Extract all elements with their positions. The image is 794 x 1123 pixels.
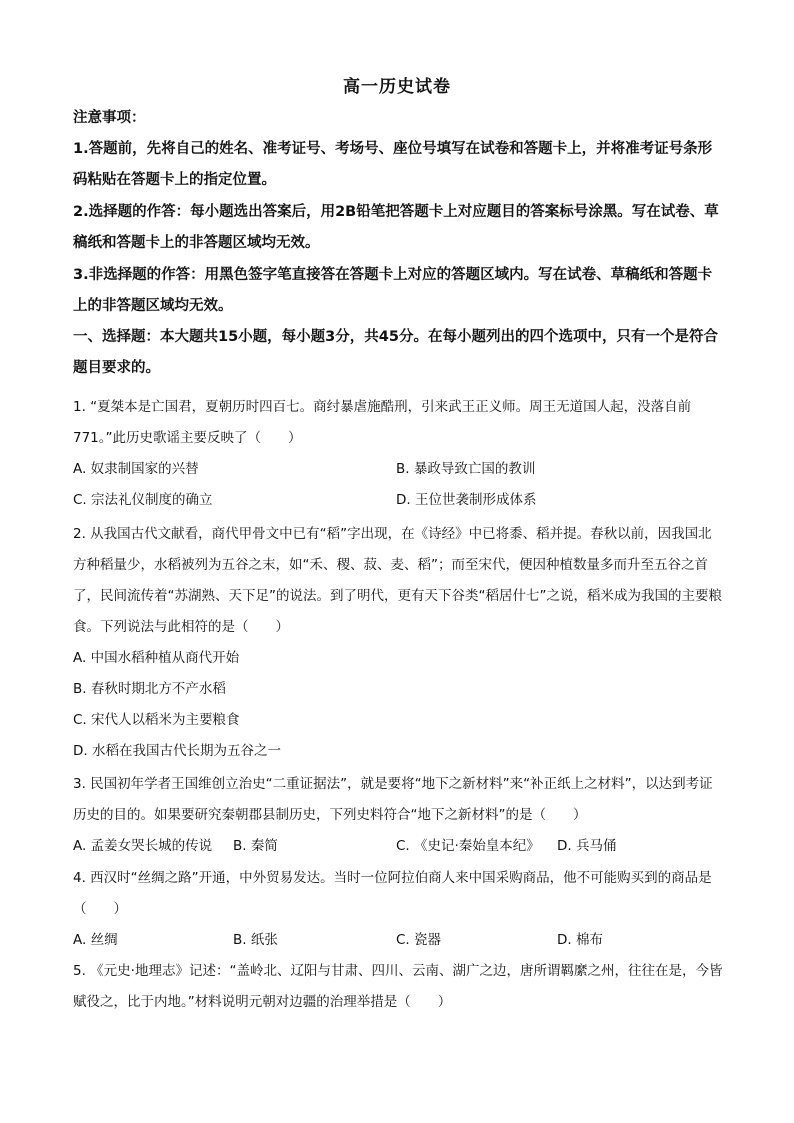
question-4 [73,863,725,956]
option-c: C. 瓷器 [396,932,442,948]
exam-title: 高一历史试卷 [343,77,451,97]
section-heading: 一、选择题：本大题共15小题，每小题3分，共45分。在每小题列出的四个选项中，只有一个是符合题目要求的。 [73,329,718,376]
notice-heading: 注意事项： [73,110,146,126]
question-1 [73,392,725,516]
option-b: B. 春秋时期北方不产水稻 [73,681,226,697]
option-a: A. 丝绸 [73,932,118,948]
option-b: B. 暴政导致亡国的教训 [396,461,536,477]
question-2 [73,519,725,767]
question-5 [73,956,725,1018]
question-stem: 2. 从我国古代文献看，商代甲骨文中已有“稻”字出现，在《诗经》中已将黍、稻并提。春秋以前，因我国北方种稻量少，水稻被列为五谷之末，如“禾、稷、菽、麦、稻”；而至宋代，便因种植数量多而升至五谷之首了，民间流传着“苏湖熟、天下足”的说法。到了明代，更有天下谷类“稻居什七”之说，稻米成为我国的主要粮食。下列说法与此相符的是（ ） [73,526,722,635]
option-d: D. 水稻在我国古代长期为五谷之一 [73,743,281,759]
option-b: B. 秦简 [233,838,278,854]
option-d: D. 兵马俑 [557,838,617,854]
question-stem: 3. 民国初年学者王国维创立治史“二重证据法”，就是要将“地下之新材料”来“补正纸上之材料”，以达到考证历史的目的。如果要研究秦朝郡县制历史，下列史料符合“地下之新材料”的是（ ） [73,776,713,823]
question-stem: 4. 西汉时“丝绸之路”开通，中外贸易发达。当时一位阿拉伯商人来中国采购商品，他不可能购买到的商品是（ ） [73,870,712,917]
option-c: C. 宋代人以稻米为主要粮食 [73,712,240,728]
option-d: D. 王位世袭制形成体系 [396,492,537,508]
notice-item-3: 3.非选择题的作答：用黑色签字笔直接答在答题卡上对应的答题区域内。写在试卷、草稿纸和答题卡上的非答题区域均无效。 [73,267,713,314]
option-c: C. 宗法礼仪制度的确立 [73,492,213,508]
option-a: A. 孟姜女哭长城的传说 [73,838,213,854]
question-stem: 1. “夏桀本是亡国君，夏朝历时四百七。商纣暴虐施酷刑，引来武王正义师。周王无道国人起，没落自前771。”此历史歌谣主要反映了（ ） [73,399,692,446]
option-b: B. 纸张 [233,932,278,948]
option-d: D. 棉布 [557,932,603,948]
notice-item-1: 1.答题前，先将自己的姓名、准考证号、考场号、座位号填写在试卷和答题卡上，并将准考证号条形码粘贴在答题卡上的指定位置。 [73,141,713,188]
question-stem: 5. 《元史·地理志》记述：“盖岭北、辽阳与甘肃、四川、云南、湖广之边，唐所谓羁縻之州，往往在是，今皆赋役之，比于内地。”材料说明元朝对边疆的治理举措是（ ） [73,963,723,1010]
notice-item-2: 2.选择题的作答：每小题选出答案后，用2B铅笔把答题卡上对应题目的答案标号涂黑。写在试卷、草稿纸和答题卡上的非答题区域均无效。 [73,204,719,251]
option-c: C. 《史记·秦始皇本纪》 [396,838,540,854]
question-3 [73,769,725,862]
option-a: A. 中国水稻种植从商代开始 [73,650,240,666]
option-a: A. 奴隶制国家的兴替 [73,461,199,477]
